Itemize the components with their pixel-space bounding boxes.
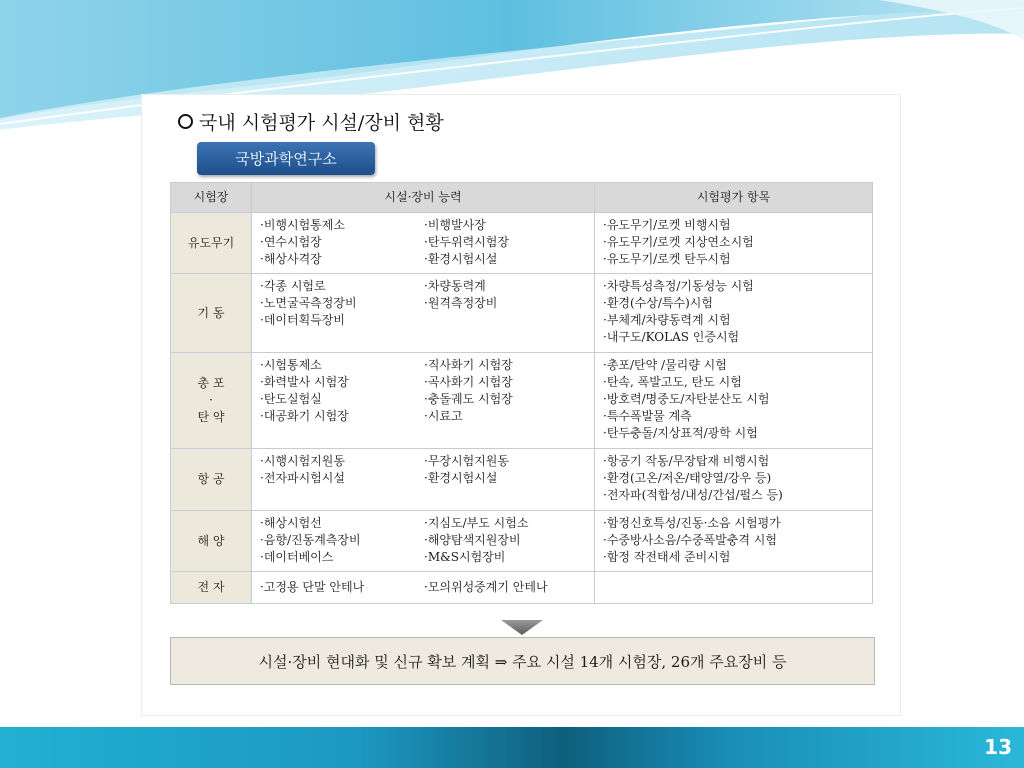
test-item: ·수중방사소음/수중폭발충격 시험: [603, 533, 777, 547]
capability-item: ·해상사격장: [260, 252, 322, 266]
capability-cell: [252, 511, 595, 572]
capability-item: ·고정용 단말 안테나: [260, 580, 365, 594]
category-cell: [171, 213, 252, 274]
capability-item: ·충돌궤도 시험장: [424, 392, 513, 406]
category-cell: [171, 572, 252, 604]
table-row: [171, 511, 873, 572]
page-number: 13: [984, 735, 1012, 759]
capability-item: ·시행시험지원동: [260, 454, 345, 468]
capability-item: ·해양탐색지원장비: [424, 533, 521, 547]
capability-item: ·대공화기 시험장: [260, 409, 349, 423]
category-cell: [171, 353, 252, 449]
test-item: ·유도무기/로켓 비행시험: [603, 218, 731, 232]
chevron-down-arrow-icon: [499, 620, 545, 636]
table-header-row: [171, 183, 873, 213]
test-items-cell: [595, 353, 873, 449]
capability-item: ·직사화기 시험장: [424, 358, 513, 372]
category-cell: [171, 274, 252, 353]
test-item: ·함정 작전태세 준비시험: [603, 550, 731, 564]
header-test-items: 시험평가 항목: [595, 183, 873, 213]
capability-cell: [252, 353, 595, 449]
category-label: 기 동: [197, 305, 225, 320]
capability-item: ·데이터베이스: [260, 550, 334, 564]
test-item: ·방호력/명중도/자탄분산도 시험: [603, 392, 770, 406]
circle-bullet-icon: [178, 114, 193, 129]
slide-title: 국내 시험평가 시설/장비 현황: [199, 112, 444, 134]
table-row: [171, 353, 873, 449]
test-items-cell: [595, 274, 873, 353]
capability-item: ·환경시험시설: [424, 471, 498, 485]
category-cell: [171, 449, 252, 511]
capability-item: ·환경시험시설: [424, 252, 498, 266]
capability-item: ·음향/진동계측장비: [260, 533, 361, 547]
test-items-cell: [595, 511, 873, 572]
category-label: 전 자: [197, 580, 225, 594]
table-row: [171, 213, 873, 274]
test-item: ·탄속, 폭발고도, 탄도 시험: [603, 375, 742, 389]
capability-item: ·해상시험선: [260, 516, 322, 530]
capability-cell: [252, 274, 595, 353]
category-label: 항 공: [197, 472, 225, 486]
capability-item: ·화력발사 시험장: [260, 375, 349, 389]
capability-cell: [252, 449, 595, 511]
category-label: 유도무기: [187, 235, 235, 250]
header-test-site: 시험장: [171, 183, 252, 213]
test-item: ·특수폭발물 계측: [603, 409, 692, 423]
capability-item: ·시험통제소: [260, 358, 322, 372]
capability-cell: [252, 213, 595, 274]
capability-item: ·곡사화기 시험장: [424, 375, 513, 389]
capability-item: ·차량동력계: [424, 279, 486, 293]
capability-item: ·탄도실험실: [260, 392, 322, 406]
test-item: ·총포/탄약 /물리량 시험: [603, 358, 727, 372]
test-items-cell: [595, 213, 873, 274]
capability-item: ·연수시험장: [260, 235, 322, 249]
test-item: ·전자파(적합성/내성/간섭/펄스 등): [603, 488, 783, 502]
section-title: [178, 108, 444, 135]
test-item: ·차량특성측정/기동성능 시험: [603, 279, 754, 293]
test-item: ·유도무기/로켓 탄두시험: [603, 252, 731, 266]
capability-item: ·시료고: [424, 409, 463, 423]
test-item: ·함정신호특성/진동·소음 시험평가: [603, 516, 781, 530]
test-item: ·환경(수상/특수)시험: [603, 296, 713, 310]
header-capability: 시설·장비 능력: [252, 183, 595, 213]
category-cell: [171, 511, 252, 572]
table-row: [171, 572, 873, 604]
table-row: [171, 449, 873, 511]
capability-item: ·M&S시험장비: [424, 550, 506, 564]
capability-item: ·모의위성중계기 안테나: [424, 580, 548, 594]
capability-item: ·전자파시험시설: [260, 471, 345, 485]
summary-box: [170, 637, 875, 685]
capability-item: ·무장시험지원동: [424, 454, 509, 468]
category-label: 총 포 · 탄 약: [197, 376, 225, 424]
capability-item: ·탄두위력시험장: [424, 235, 509, 249]
capability-item: ·원격측정장비: [424, 296, 498, 310]
test-items-cell: [595, 449, 873, 511]
capability-cell: [252, 572, 595, 604]
test-item: ·항공기 작동/무장탑재 비행시험: [603, 454, 770, 468]
capability-item: ·노면굴곡측정장비: [260, 296, 357, 310]
test-items-cell: [595, 572, 873, 604]
category-label: 해 양: [197, 533, 225, 548]
capability-item: ·비행시험통제소: [260, 218, 345, 232]
test-item: ·환경(고온/저온/태양열/강우 등): [603, 471, 772, 485]
summary-text: 시설·장비 현대화 및 신규 확보 계획 ⇒ 주요 시설 14개 시험장, 26개 주요장비 등: [258, 652, 787, 671]
test-item: ·내구도/KOLAS 인증시험: [603, 330, 740, 344]
capability-item: ·데이터획득장비: [260, 313, 345, 327]
capability-item: ·각종 시험로: [260, 279, 326, 293]
organization-badge: 국방과학연구소: [197, 142, 375, 175]
capability-item: ·비행발사장: [424, 218, 486, 232]
capability-item: ·지심도/부도 시험소: [424, 516, 529, 530]
bottom-band: [0, 727, 1024, 768]
test-item: ·부체계/차량동력계 시험: [603, 313, 731, 327]
test-item: ·유도무기/로켓 지상연소시험: [603, 235, 754, 249]
table-row: [171, 274, 873, 353]
facility-table: [170, 182, 873, 604]
test-item: ·탄두충돌/지상표적/광학 시험: [603, 426, 758, 440]
